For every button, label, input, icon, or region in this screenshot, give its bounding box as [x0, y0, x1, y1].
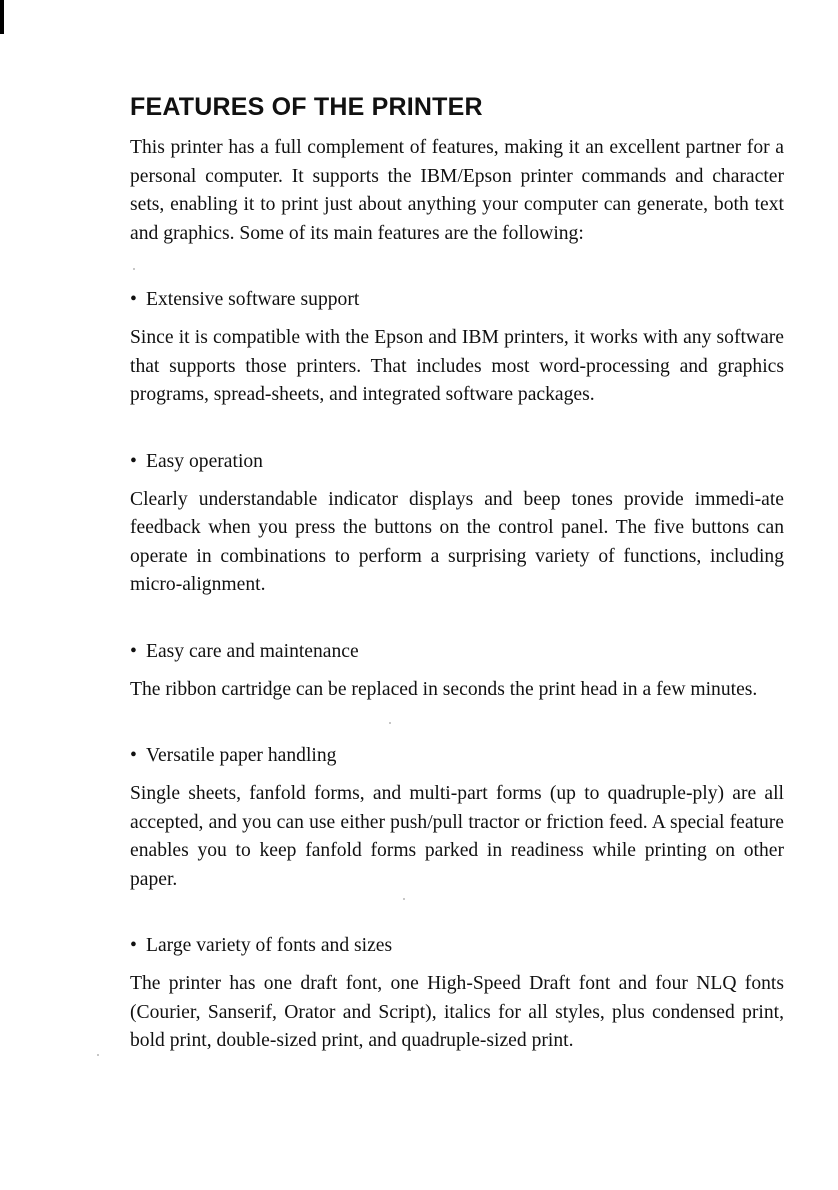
feature-heading — [130, 932, 784, 960]
scan-speck — [97, 1054, 99, 1056]
feature-heading-text: Easy care and maintenance — [146, 640, 359, 662]
feature-heading-text: Easy operation — [146, 450, 263, 472]
feature-heading — [130, 742, 784, 770]
feature-description: Single sheets, fanfold forms, and multi-part forms (up to quadruple-ply) are all accepted, and you can use either push/pull tractor or friction feed. A special feature enables you to keep fanfold forms parked in readiness while printing on other paper. — [130, 783, 784, 890]
page-title: FEATURES OF THE PRINTER — [130, 93, 483, 121]
feature-heading — [130, 286, 784, 314]
bullet-icon: • — [130, 745, 137, 766]
feature-heading-text: Large variety of fonts and sizes — [146, 935, 393, 956]
feature-heading-text: Versatile paper handling — [146, 745, 337, 766]
scan-edge-mark — [0, 0, 4, 34]
feature-description: Clearly understandable indicator displays and beep tones provide immedi-ate feedback when you press the buttons on the control panel. The five buttons can operate in combinations to perform a surprising variety of functions, including micro-alignment. — [130, 488, 784, 595]
feature-section — [130, 932, 784, 1056]
feature-section — [130, 742, 784, 894]
bullet-icon: • — [130, 935, 137, 956]
bullet-icon: • — [130, 640, 137, 662]
feature-heading — [130, 448, 784, 476]
feature-description: The printer has one draft font, one High-Speed Draft font and four NLQ fonts (Courier, Sanserif, Orator and Script), italics for all styles, plus condensed print, bold print, double-sized print, and quadruple-sized print. — [130, 973, 784, 1051]
bullet-icon: • — [130, 289, 137, 310]
feature-description: The ribbon cartridge can be replaced in seconds the print head in a few minutes. — [130, 678, 758, 700]
document-page — [130, 92, 784, 1094]
feature-description: Since it is compatible with the Epson and IBM printers, it works with any software that supports those printers. That includes most word-processing and graphics programs, spread-sheets, and integrated software packages. — [130, 327, 784, 405]
feature-heading-text: Extensive software support — [146, 289, 360, 310]
bullet-icon: • — [130, 450, 137, 472]
feature-section — [130, 448, 784, 600]
feature-section — [130, 286, 784, 410]
feature-heading — [130, 638, 784, 666]
feature-section — [130, 638, 784, 705]
intro-paragraph: This printer has a full complement of features, making it an excellent partner for a personal computer. It supports the IBM/Epson printer commands and character sets, enabling it to print just about anything your computer can generate, both text and graphics. Some of its main features are the following: — [130, 137, 784, 244]
